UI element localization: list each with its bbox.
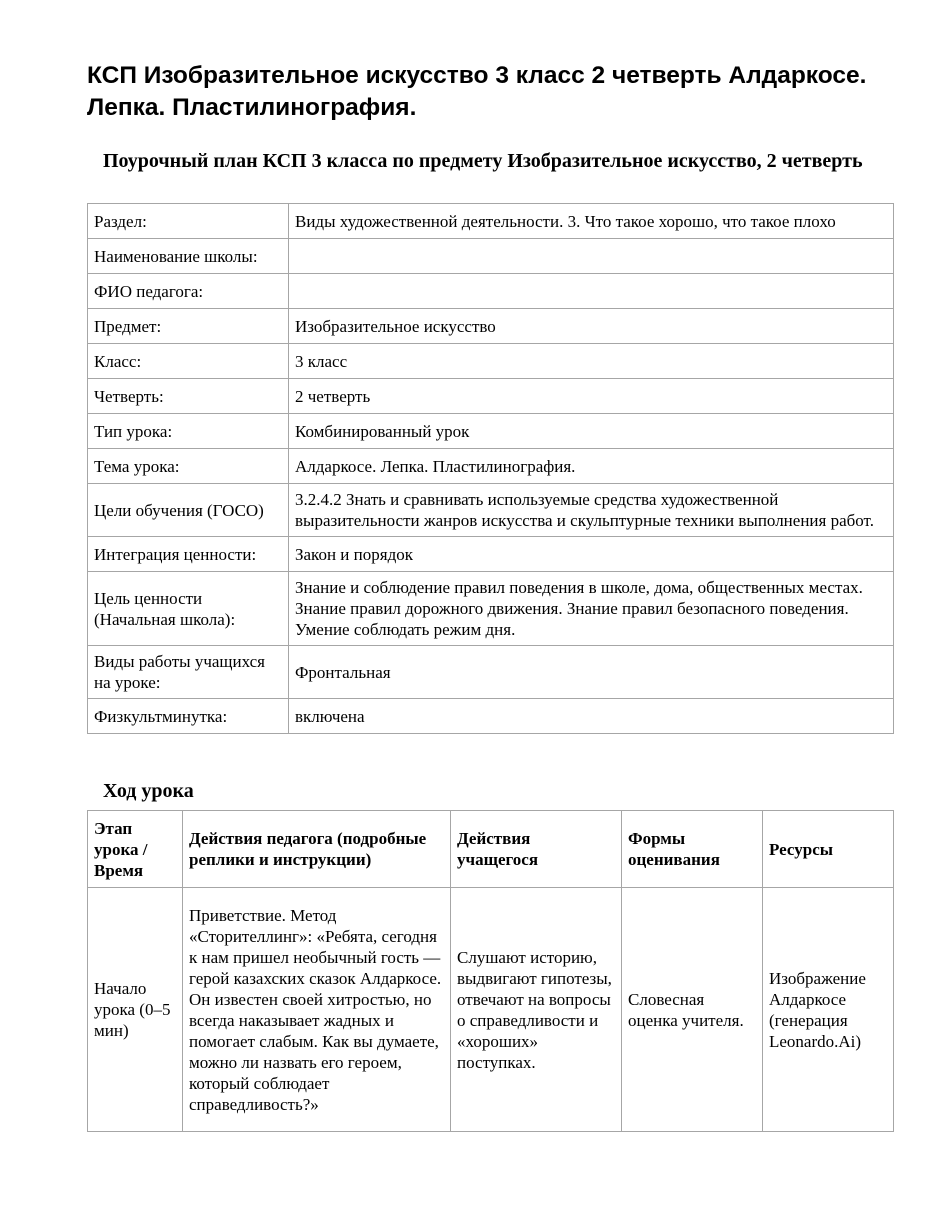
table-row: [88, 274, 894, 309]
info-label: Предмет:: [88, 309, 289, 344]
info-label: Цели обучения (ГОСО): [88, 484, 289, 537]
resources-cell: Изображение Алдаркосе (генерация Leonardo.Ai): [763, 888, 894, 1132]
info-value: 3.2.4.2 Знать и сравнивать используемые средства художественной выразительности жанров искусства и скульптурные техники выполнения работ.: [289, 484, 894, 537]
table-row: [88, 414, 894, 449]
info-value: Знание и соблюдение правил поведения в школе, дома, общественных местах. Знание правил дорожного движения. Знание правил безопасного поведения. Умение соблюдать режим дня.: [289, 572, 894, 646]
table-row: [88, 239, 894, 274]
column-header: Ресурсы: [763, 811, 894, 888]
info-label: ФИО педагога:: [88, 274, 289, 309]
info-value: Изобразительное искусство: [289, 309, 894, 344]
info-value: Комбинированный урок: [289, 414, 894, 449]
info-value: [289, 239, 894, 274]
table-row: [88, 888, 894, 1132]
stage-cell: Начало урока (0–5 мин): [88, 888, 183, 1132]
info-label: Четверть:: [88, 379, 289, 414]
column-header: Формы оценивания: [622, 811, 763, 888]
lesson-table: [87, 810, 894, 1132]
info-value: Виды художественной деятельности. 3. Что такое хорошо, что такое плохо: [289, 204, 894, 239]
column-header: Этап урока / Время: [88, 811, 183, 888]
column-header: Действия учащегося: [451, 811, 622, 888]
info-value: 3 класс: [289, 344, 894, 379]
info-value: Закон и порядок: [289, 537, 894, 572]
info-label: Интеграция ценности:: [88, 537, 289, 572]
info-value: Фронтальная: [289, 646, 894, 699]
table-row: [88, 699, 894, 734]
table-row: [88, 309, 894, 344]
table-row: [88, 379, 894, 414]
lesson-heading: Ход урока: [103, 780, 194, 802]
column-header: Действия педагога (подробные реплики и инструкции): [183, 811, 451, 888]
info-label: Класс:: [88, 344, 289, 379]
info-label: Раздел:: [88, 204, 289, 239]
plan-heading: Поурочный план КСП 3 класса по предмету Изобразительное искусство, 2 четверть: [103, 150, 863, 172]
info-label: Виды работы учащихся на уроке:: [88, 646, 289, 699]
table-row: [88, 204, 894, 239]
info-label: Тип урока:: [88, 414, 289, 449]
teacher-actions-cell: Приветствие. Метод «Сторителлинг»: «Ребята, сегодня к нам пришел необычный гость — герой казахских сказок Алдаркосе. Он известен своей хитростью, но всегда наказывает жадных и помогает слабым. Как вы думаете, можно ли назвать его героем, который соблюдает справедливость?»: [183, 888, 451, 1132]
table-row: [88, 344, 894, 379]
document-title: КСП Изобразительное искусство 3 класс 2 четверть Алдаркосе. Лепка. Пластилинография.: [87, 62, 867, 121]
info-label: Физкультминутка:: [88, 699, 289, 734]
info-value: [289, 274, 894, 309]
table-row: [88, 537, 894, 572]
table-row: [88, 449, 894, 484]
table-row: [88, 572, 894, 646]
assessment-cell: Словесная оценка учителя.: [622, 888, 763, 1132]
info-label: Наименование школы:: [88, 239, 289, 274]
table-row: [88, 646, 894, 699]
table-header-row: [88, 811, 894, 888]
info-label: Цель ценности (Начальная школа):: [88, 572, 289, 646]
table-row: [88, 484, 894, 537]
student-actions-cell: Слушают историю, выдвигают гипотезы, отвечают на вопросы о справедливости и «хороших» поступках.: [451, 888, 622, 1132]
info-table: [87, 203, 894, 734]
info-label: Тема урока:: [88, 449, 289, 484]
info-value: включена: [289, 699, 894, 734]
info-value: Алдаркосе. Лепка. Пластилинография.: [289, 449, 894, 484]
info-value: 2 четверть: [289, 379, 894, 414]
